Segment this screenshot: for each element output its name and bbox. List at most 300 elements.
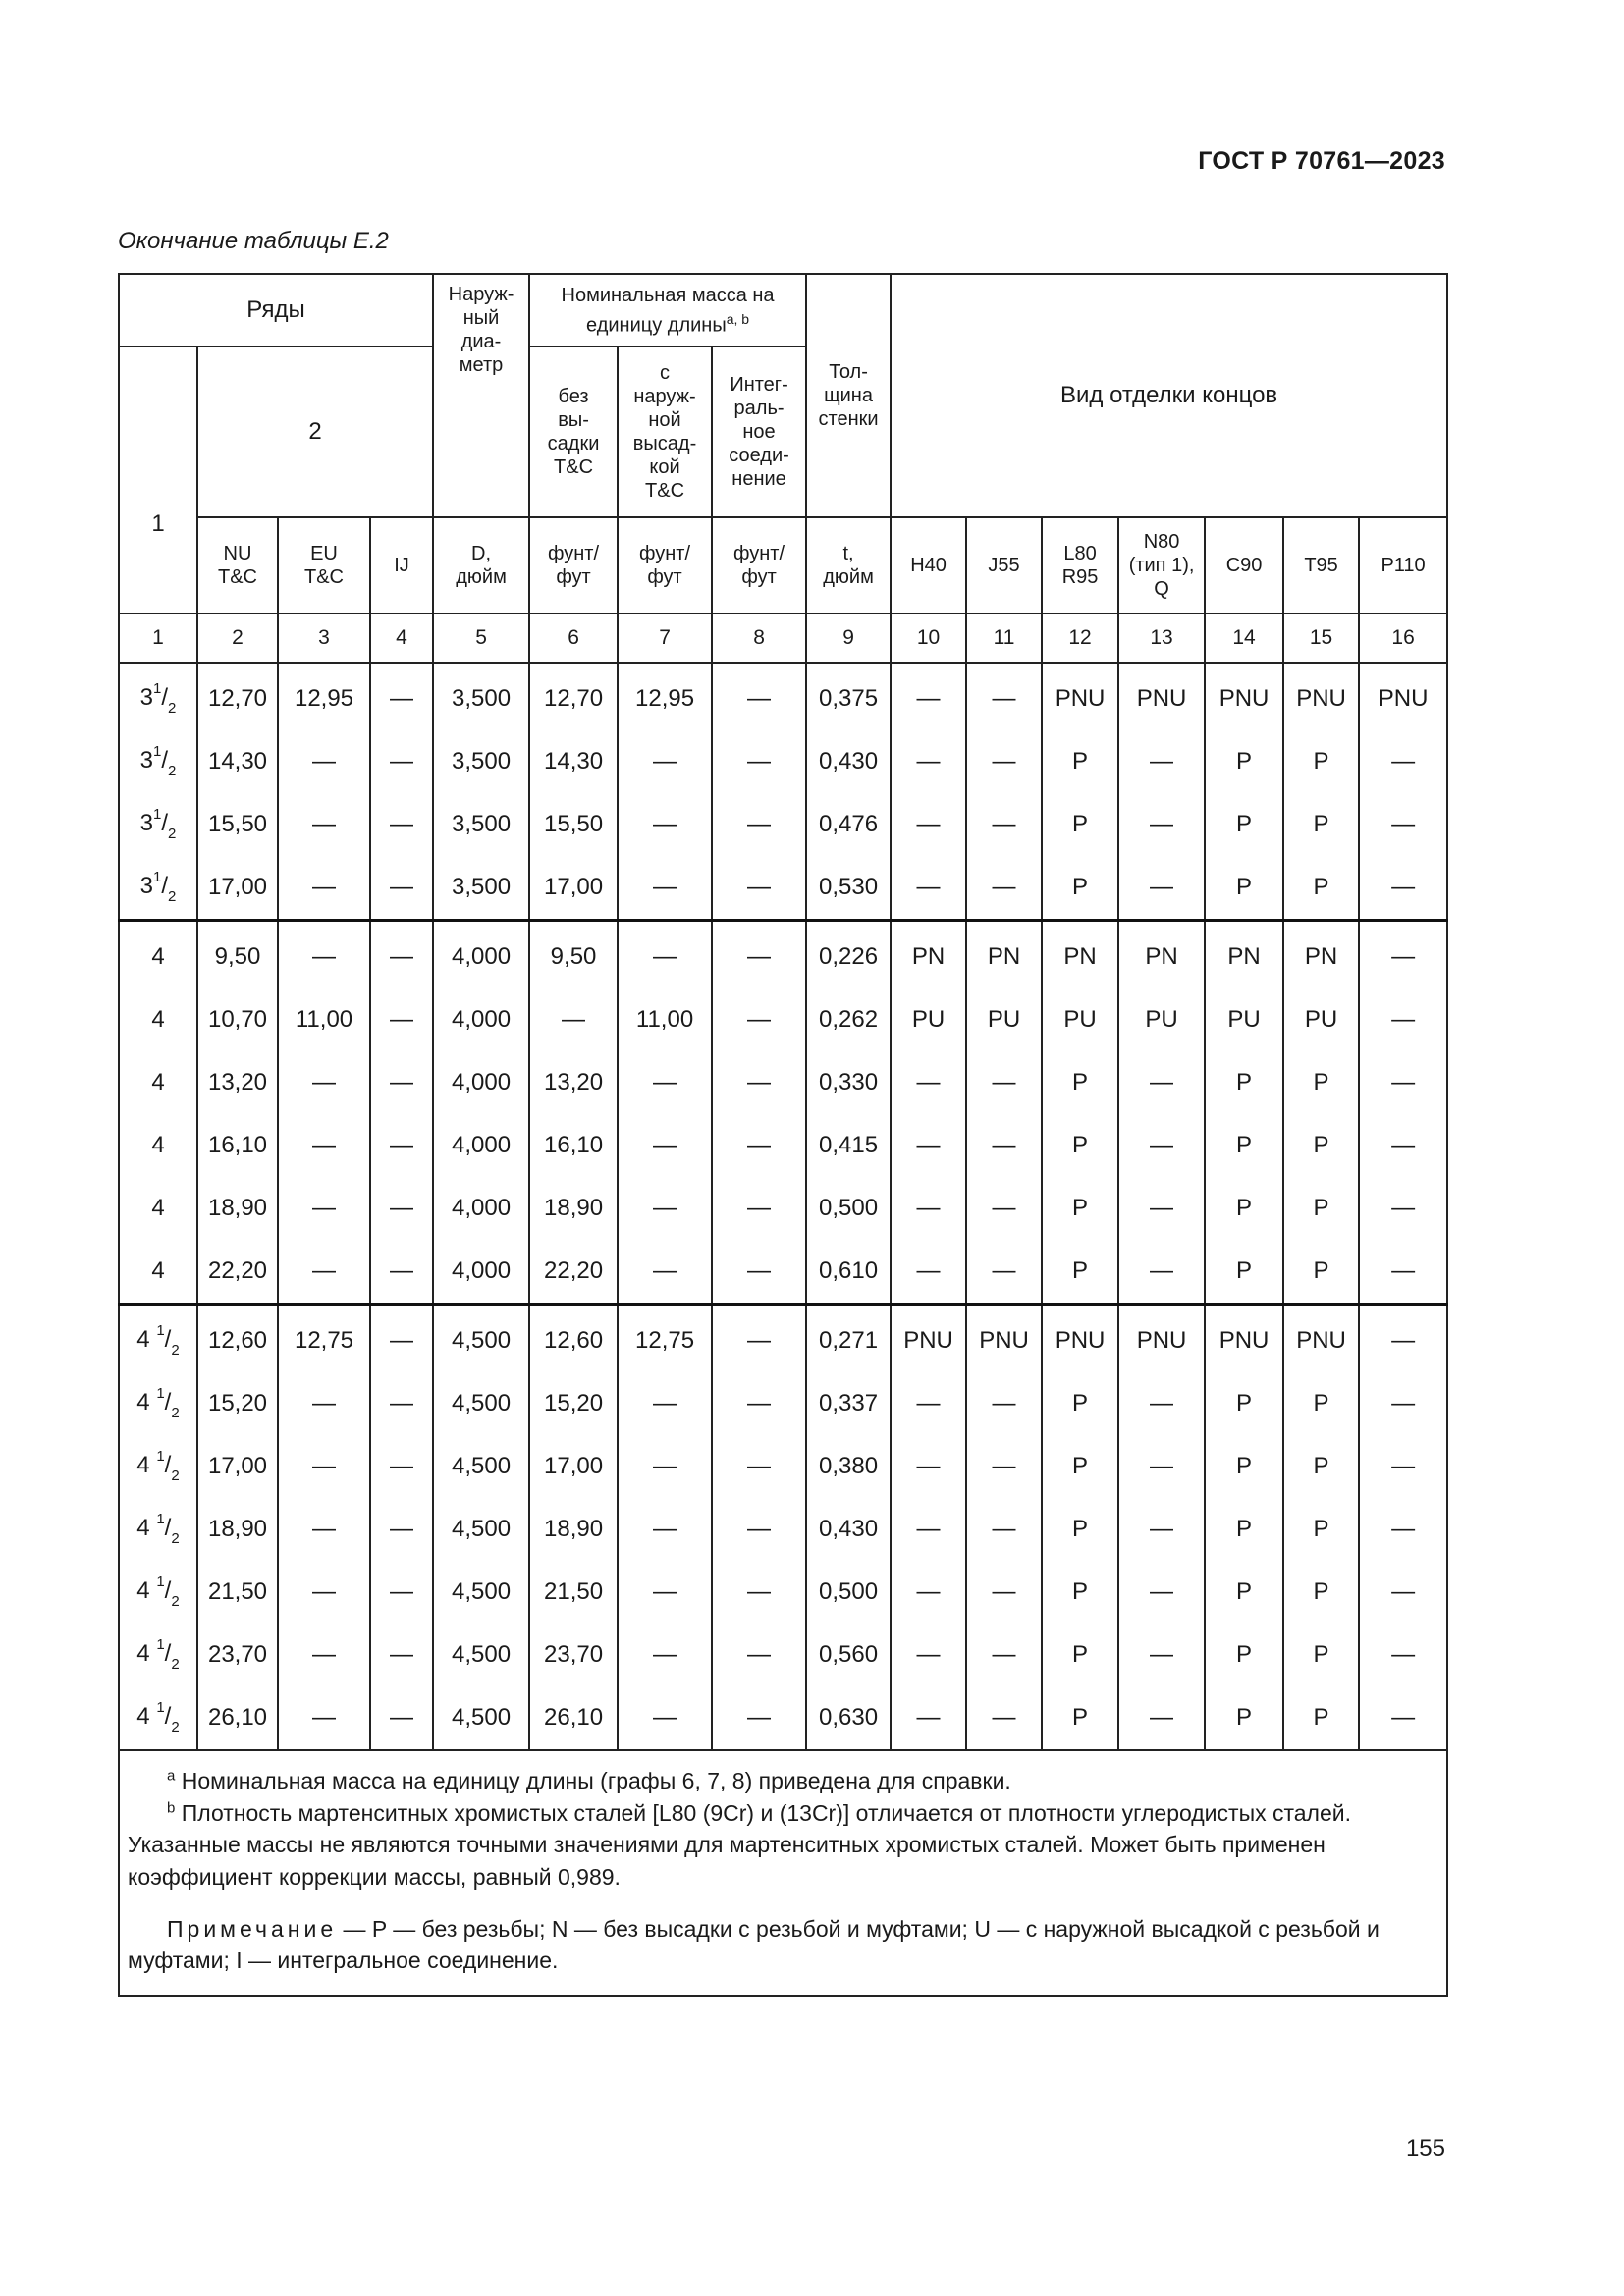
- column-number: 14: [1205, 614, 1283, 663]
- table-cell: —: [891, 1051, 966, 1114]
- table-cell: P: [1042, 1435, 1118, 1498]
- table-cell: —: [370, 1561, 433, 1624]
- table-cell: —: [1118, 1498, 1205, 1561]
- table-cell: —: [712, 1051, 806, 1114]
- size-cell: [119, 1624, 197, 1686]
- table-cell: P: [1205, 1372, 1283, 1435]
- table-cell: P: [1205, 1240, 1283, 1305]
- table-row: [119, 1561, 1447, 1624]
- table-cell: —: [712, 1435, 806, 1498]
- header-mass-with-upset: с наруж- ной высад- кой T&C: [618, 347, 712, 517]
- size-value: 4 $^1/_2$: [136, 1321, 180, 1359]
- table-cell: P: [1042, 1114, 1118, 1177]
- table-cell: 18,90: [197, 1177, 278, 1240]
- table-cell: 0,415: [806, 1114, 891, 1177]
- table-cell: P: [1283, 1114, 1359, 1177]
- size-value: [151, 1006, 164, 1033]
- table-cell: 0,630: [806, 1686, 891, 1750]
- size-whole: 4: [136, 1451, 150, 1478]
- table-cell: —: [712, 1624, 806, 1686]
- size-cell: [119, 1114, 197, 1177]
- table-cell: 0,500: [806, 1177, 891, 1240]
- footnote-b: [128, 1797, 1438, 1894]
- subheader-ij: IJ: [370, 517, 433, 614]
- table-cell: —: [1359, 856, 1447, 921]
- table-cell: —: [891, 1177, 966, 1240]
- table-cell: 4,500: [433, 1498, 529, 1561]
- size-value: 4 $^1/_2$: [136, 1510, 180, 1547]
- table-cell: PU: [1042, 988, 1118, 1051]
- size-numerator: 1: [153, 868, 162, 885]
- table-cell: —: [618, 1686, 712, 1750]
- subheader-h40: H40: [891, 517, 966, 614]
- table-cell: 4,000: [433, 921, 529, 989]
- table-cell: 26,10: [197, 1686, 278, 1750]
- table-cell: 16,10: [197, 1114, 278, 1177]
- table-cell: —: [1359, 1240, 1447, 1305]
- table-cell: —: [891, 1114, 966, 1177]
- table-cell: 3,500: [433, 730, 529, 793]
- table-cell: —: [1118, 1561, 1205, 1624]
- table-cell: —: [618, 921, 712, 989]
- table-cell: —: [278, 1177, 370, 1240]
- table-cell: P: [1283, 1051, 1359, 1114]
- table-cell: —: [966, 1051, 1042, 1114]
- table-cell: P: [1042, 1177, 1118, 1240]
- size-whole: 4: [151, 1257, 165, 1285]
- page-number: 155: [1405, 2135, 1445, 2162]
- subheader-p110: P110: [1359, 517, 1447, 614]
- size-whole: 4: [136, 1576, 150, 1604]
- size-whole: 3: [139, 872, 153, 899]
- table-cell: P: [1283, 1372, 1359, 1435]
- table-cell: 0,271: [806, 1305, 891, 1373]
- table-cell: 17,00: [529, 1435, 618, 1498]
- table-cell: —: [966, 856, 1042, 921]
- footnote-a: [128, 1765, 1438, 1797]
- table-cell: —: [1359, 1051, 1447, 1114]
- table-cell: 12,60: [197, 1305, 278, 1373]
- table-cell: 18,90: [529, 1177, 618, 1240]
- size-value: 4 $^1/_2$: [136, 1384, 180, 1421]
- table-cell: —: [618, 730, 712, 793]
- table-cell: —: [278, 1372, 370, 1435]
- table-cell: —: [618, 1498, 712, 1561]
- table-cell: —: [1118, 1372, 1205, 1435]
- table-cell: —: [370, 1498, 433, 1561]
- table-cell: PNU: [1042, 663, 1118, 730]
- table-cell: —: [966, 1177, 1042, 1240]
- table-cell: P: [1283, 1435, 1359, 1498]
- table-cell: —: [712, 663, 806, 730]
- note-label: Примечание: [167, 1915, 338, 1942]
- table-cell: —: [712, 1686, 806, 1750]
- subheader-l80-r95: L80 R95: [1042, 517, 1118, 614]
- size-cell: [119, 1686, 197, 1750]
- table-cell: PU: [966, 988, 1042, 1051]
- table-cell: —: [891, 793, 966, 856]
- table-cell: 12,95: [278, 663, 370, 730]
- table-cell: PNU: [1359, 663, 1447, 730]
- column-number: 8: [712, 614, 806, 663]
- table-cell: —: [278, 1051, 370, 1114]
- header-rows-group: Ряды: [119, 274, 433, 347]
- table-row: [119, 1624, 1447, 1686]
- size-value: $3^1/_2$: [139, 805, 177, 842]
- size-denominator: 2: [171, 1467, 180, 1484]
- size-denominator: 2: [168, 825, 177, 842]
- table-cell: —: [278, 730, 370, 793]
- table-cell: PNU: [1118, 663, 1205, 730]
- table-cell: —: [1118, 793, 1205, 856]
- table-cell: 0,430: [806, 1498, 891, 1561]
- table-cell: P: [1283, 1624, 1359, 1686]
- table-cell: 0,330: [806, 1051, 891, 1114]
- header-row-2: 2: [197, 347, 433, 517]
- table-cell: —: [966, 1435, 1042, 1498]
- table-cell: PU: [1118, 988, 1205, 1051]
- size-whole: 4: [151, 1195, 165, 1222]
- table-cell: 15,50: [197, 793, 278, 856]
- table-cell: P: [1283, 1498, 1359, 1561]
- table-cell: 15,50: [529, 793, 618, 856]
- table-cell: 9,50: [529, 921, 618, 989]
- table-cell: 4,500: [433, 1624, 529, 1686]
- size-cell: [119, 793, 197, 856]
- size-whole: 3: [139, 746, 153, 774]
- size-cell: [119, 856, 197, 921]
- table-row: [119, 988, 1447, 1051]
- table-cell: PN: [1283, 921, 1359, 989]
- table-cell: PNU: [1118, 1305, 1205, 1373]
- size-value: [151, 1257, 164, 1284]
- size-value: [151, 943, 164, 970]
- table-cell: 13,20: [197, 1051, 278, 1114]
- table-cell: —: [966, 1114, 1042, 1177]
- table-cell: —: [278, 1686, 370, 1750]
- table-cell: —: [891, 856, 966, 921]
- data-table: [118, 273, 1448, 1997]
- table-caption: Окончание таблицы Е.2: [118, 228, 389, 254]
- table-cell: —: [891, 730, 966, 793]
- size-denominator: 2: [171, 1718, 180, 1735]
- table-cell: 21,50: [197, 1561, 278, 1624]
- column-number: 1: [119, 614, 197, 663]
- table-cell: —: [891, 1624, 966, 1686]
- size-value: [151, 1132, 164, 1158]
- table-cell: PNU: [1205, 663, 1283, 730]
- column-number: 16: [1359, 614, 1447, 663]
- column-number: 4: [370, 614, 433, 663]
- size-cell: [119, 1435, 197, 1498]
- table-cell: 9,50: [197, 921, 278, 989]
- table-cell: —: [618, 1177, 712, 1240]
- table-cell: —: [370, 730, 433, 793]
- table-cell: PN: [1042, 921, 1118, 989]
- table-cell: —: [618, 1372, 712, 1435]
- table-cell: —: [966, 1372, 1042, 1435]
- table-cell: —: [370, 1305, 433, 1373]
- size-denominator: 2: [168, 699, 177, 717]
- table-cell: —: [278, 856, 370, 921]
- table-cell: 17,00: [529, 856, 618, 921]
- size-numerator: 1: [156, 1573, 165, 1590]
- table-cell: —: [891, 1561, 966, 1624]
- table-cell: —: [278, 1624, 370, 1686]
- header-mass-without-upset: без вы- садки T&C: [529, 347, 618, 517]
- subheader-nu: NU T&C: [197, 517, 278, 614]
- table-cell: —: [891, 1686, 966, 1750]
- size-cell: [119, 1240, 197, 1305]
- table-cell: P: [1205, 1498, 1283, 1561]
- table-cell: —: [712, 1498, 806, 1561]
- table-note: [128, 1913, 1438, 1977]
- table-cell: —: [712, 1240, 806, 1305]
- table-cell: —: [966, 730, 1042, 793]
- table-cell: —: [278, 1561, 370, 1624]
- size-whole: 4: [136, 1639, 150, 1667]
- table-cell: —: [1118, 856, 1205, 921]
- table-cell: —: [712, 856, 806, 921]
- size-cell: [119, 1498, 197, 1561]
- table-cell: —: [370, 1177, 433, 1240]
- size-numerator: 1: [156, 1698, 165, 1716]
- table-cell: —: [966, 793, 1042, 856]
- footnote-b-text: Плотность мартенситных хромистых сталей [L80 (9Cr) и (13Cr)] отличается от плотности углеродистых сталей. Указанные массы не являются точными значениями для мартенситных хромистых сталей. Может быть применен коэффициент коррекции массы, равный 0,989.: [128, 1799, 1352, 1890]
- table-cell: —: [891, 1372, 966, 1435]
- table-cell: P: [1042, 793, 1118, 856]
- table-cell: 17,00: [197, 856, 278, 921]
- column-number: 9: [806, 614, 891, 663]
- size-whole: 3: [139, 683, 153, 711]
- table-row: [119, 1498, 1447, 1561]
- table-cell: 26,10: [529, 1686, 618, 1750]
- table-cell: P: [1042, 1561, 1118, 1624]
- table-cell: P: [1283, 1177, 1359, 1240]
- table-cell: P: [1283, 856, 1359, 921]
- size-whole: 4: [136, 1325, 150, 1353]
- subheader-d-inch: D, дюйм: [433, 517, 529, 614]
- table-cell: 13,20: [529, 1051, 618, 1114]
- table-cell: 16,10: [529, 1114, 618, 1177]
- size-numerator: 1: [156, 1447, 165, 1465]
- table-cell: —: [712, 1561, 806, 1624]
- column-number: 3: [278, 614, 370, 663]
- header-row-1: 1: [119, 347, 197, 614]
- table-cell: 12,70: [529, 663, 618, 730]
- table-cell: —: [278, 793, 370, 856]
- table-cell: —: [1359, 1498, 1447, 1561]
- table-cell: 0,500: [806, 1561, 891, 1624]
- table-cell: 4,500: [433, 1372, 529, 1435]
- table-cell: —: [891, 1435, 966, 1498]
- size-denominator: 2: [171, 1529, 180, 1547]
- table-cell: PNU: [1205, 1305, 1283, 1373]
- subheader-t-inch: t, дюйм: [806, 517, 891, 614]
- table-cell: 4,500: [433, 1686, 529, 1750]
- table-cell: —: [712, 1177, 806, 1240]
- size-numerator: 1: [156, 1384, 165, 1402]
- subheader-eu: EU T&C: [278, 517, 370, 614]
- table-cell: P: [1042, 1240, 1118, 1305]
- table-cell: 4,000: [433, 1051, 529, 1114]
- column-number: 10: [891, 614, 966, 663]
- size-denominator: 2: [168, 762, 177, 779]
- column-number: 12: [1042, 614, 1118, 663]
- table-cell: —: [370, 1624, 433, 1686]
- size-cell: [119, 663, 197, 730]
- table-cell: 21,50: [529, 1561, 618, 1624]
- table-cell: —: [1359, 1177, 1447, 1240]
- header-outer-diameter: Наруж- ный диа- метр: [433, 274, 529, 517]
- table-cell: —: [618, 1051, 712, 1114]
- table-cell: —: [966, 1624, 1042, 1686]
- header-mass-integral: Интег- раль- ное соеди- нение: [712, 347, 806, 517]
- header-mass-group-text: Номинальная масса на единицу длины: [561, 284, 775, 337]
- table-cell: —: [370, 1372, 433, 1435]
- table-cell: PNU: [891, 1305, 966, 1373]
- table-cell: —: [618, 1624, 712, 1686]
- table-cell: PU: [891, 988, 966, 1051]
- table-cell: P: [1283, 1561, 1359, 1624]
- table-cell: P: [1205, 1686, 1283, 1750]
- column-number: 2: [197, 614, 278, 663]
- table-cell: 15,20: [529, 1372, 618, 1435]
- size-whole: 4: [151, 1132, 165, 1159]
- table-cell: PN: [966, 921, 1042, 989]
- table-cell: —: [1118, 1435, 1205, 1498]
- header-end-finish: Вид отделки концов: [891, 274, 1447, 517]
- footnote-a-text: Номинальная масса на единицу длины (графы 6, 7, 8) приведена для справки.: [181, 1768, 1011, 1793]
- table-cell: —: [966, 1240, 1042, 1305]
- table-cell: P: [1042, 856, 1118, 921]
- table-cell: P: [1283, 793, 1359, 856]
- size-value: [151, 1069, 164, 1095]
- table-cell: —: [1118, 1114, 1205, 1177]
- subheader-lb-ft-7: фунт/ фут: [618, 517, 712, 614]
- table-cell: 12,75: [278, 1305, 370, 1373]
- table-cell: 0,530: [806, 856, 891, 921]
- table-cell: 0,375: [806, 663, 891, 730]
- table-cell: P: [1205, 1114, 1283, 1177]
- table-cell: 11,00: [618, 988, 712, 1051]
- size-denominator: 2: [168, 887, 177, 905]
- table-row: [119, 856, 1447, 921]
- size-whole: 4: [151, 1069, 165, 1096]
- size-cell: [119, 1561, 197, 1624]
- table-row: [119, 1114, 1447, 1177]
- table-cell: 3,500: [433, 793, 529, 856]
- table-cell: 3,500: [433, 856, 529, 921]
- table-cell: —: [529, 988, 618, 1051]
- table-cell: 4,500: [433, 1305, 529, 1373]
- column-number: 5: [433, 614, 529, 663]
- table-row: [119, 1177, 1447, 1240]
- table-cell: 22,20: [529, 1240, 618, 1305]
- table-cell: —: [1118, 1051, 1205, 1114]
- table-cell: PU: [1205, 988, 1283, 1051]
- table-body: [119, 663, 1447, 1750]
- size-value: $3^1/_2$: [139, 868, 177, 905]
- size-numerator: 1: [153, 742, 162, 760]
- table-cell: —: [618, 1435, 712, 1498]
- subheader-j55: J55: [966, 517, 1042, 614]
- table-cell: —: [618, 1240, 712, 1305]
- subheader-t95: T95: [1283, 517, 1359, 614]
- table-cell: 0,226: [806, 921, 891, 989]
- table-cell: P: [1283, 730, 1359, 793]
- table-cell: —: [891, 1498, 966, 1561]
- table-cell: PNU: [1042, 1305, 1118, 1373]
- table-cell: —: [278, 921, 370, 989]
- size-whole: 4: [136, 1514, 150, 1541]
- table-cell: —: [1359, 1372, 1447, 1435]
- table-cell: —: [712, 988, 806, 1051]
- size-whole: 4: [151, 943, 165, 971]
- subheader-n80-q: N80 (тип 1), Q: [1118, 517, 1205, 614]
- table-cell: P: [1205, 1561, 1283, 1624]
- column-number: 13: [1118, 614, 1205, 663]
- size-denominator: 2: [171, 1404, 180, 1421]
- table-cell: —: [618, 1561, 712, 1624]
- size-cell: [119, 1051, 197, 1114]
- table-row: [119, 1240, 1447, 1305]
- table-cell: —: [370, 988, 433, 1051]
- table-cell: P: [1205, 1177, 1283, 1240]
- subheader-lb-ft-6: фунт/ фут: [529, 517, 618, 614]
- table-cell: —: [966, 663, 1042, 730]
- table-cell: PN: [1118, 921, 1205, 989]
- table-cell: —: [712, 1305, 806, 1373]
- table-cell: 0,476: [806, 793, 891, 856]
- column-number: 6: [529, 614, 618, 663]
- table-cell: 22,20: [197, 1240, 278, 1305]
- table-cell: —: [712, 1114, 806, 1177]
- size-whole: 4: [151, 1006, 165, 1034]
- table-cell: 14,30: [197, 730, 278, 793]
- table-cell: —: [1359, 1114, 1447, 1177]
- table-cell: —: [1359, 1561, 1447, 1624]
- table-cell: 12,60: [529, 1305, 618, 1373]
- size-cell: [119, 1177, 197, 1240]
- table-cell: 23,70: [529, 1624, 618, 1686]
- table-cell: —: [1359, 730, 1447, 793]
- size-whole: 3: [139, 809, 153, 836]
- table-cell: —: [370, 1114, 433, 1177]
- size-numerator: 1: [156, 1635, 165, 1653]
- table-cell: —: [370, 1051, 433, 1114]
- table-cell: 18,90: [197, 1498, 278, 1561]
- footnote-a-mark: a: [167, 1767, 176, 1785]
- column-number: 7: [618, 614, 712, 663]
- table-cell: PN: [1205, 921, 1283, 989]
- table-cell: P: [1283, 1686, 1359, 1750]
- column-number: 15: [1283, 614, 1359, 663]
- table-cell: —: [966, 1686, 1042, 1750]
- table-cell: 4,500: [433, 1435, 529, 1498]
- table-row: [119, 1686, 1447, 1750]
- table-cell: 0,430: [806, 730, 891, 793]
- table-cell: —: [278, 1114, 370, 1177]
- table-cell: —: [891, 1240, 966, 1305]
- table-cell: P: [1042, 1372, 1118, 1435]
- table-cell: P: [1205, 1435, 1283, 1498]
- table-cell: —: [618, 856, 712, 921]
- table-cell: P: [1205, 793, 1283, 856]
- table-cell: —: [1359, 1624, 1447, 1686]
- table-cell: —: [712, 1372, 806, 1435]
- size-cell: [119, 1305, 197, 1373]
